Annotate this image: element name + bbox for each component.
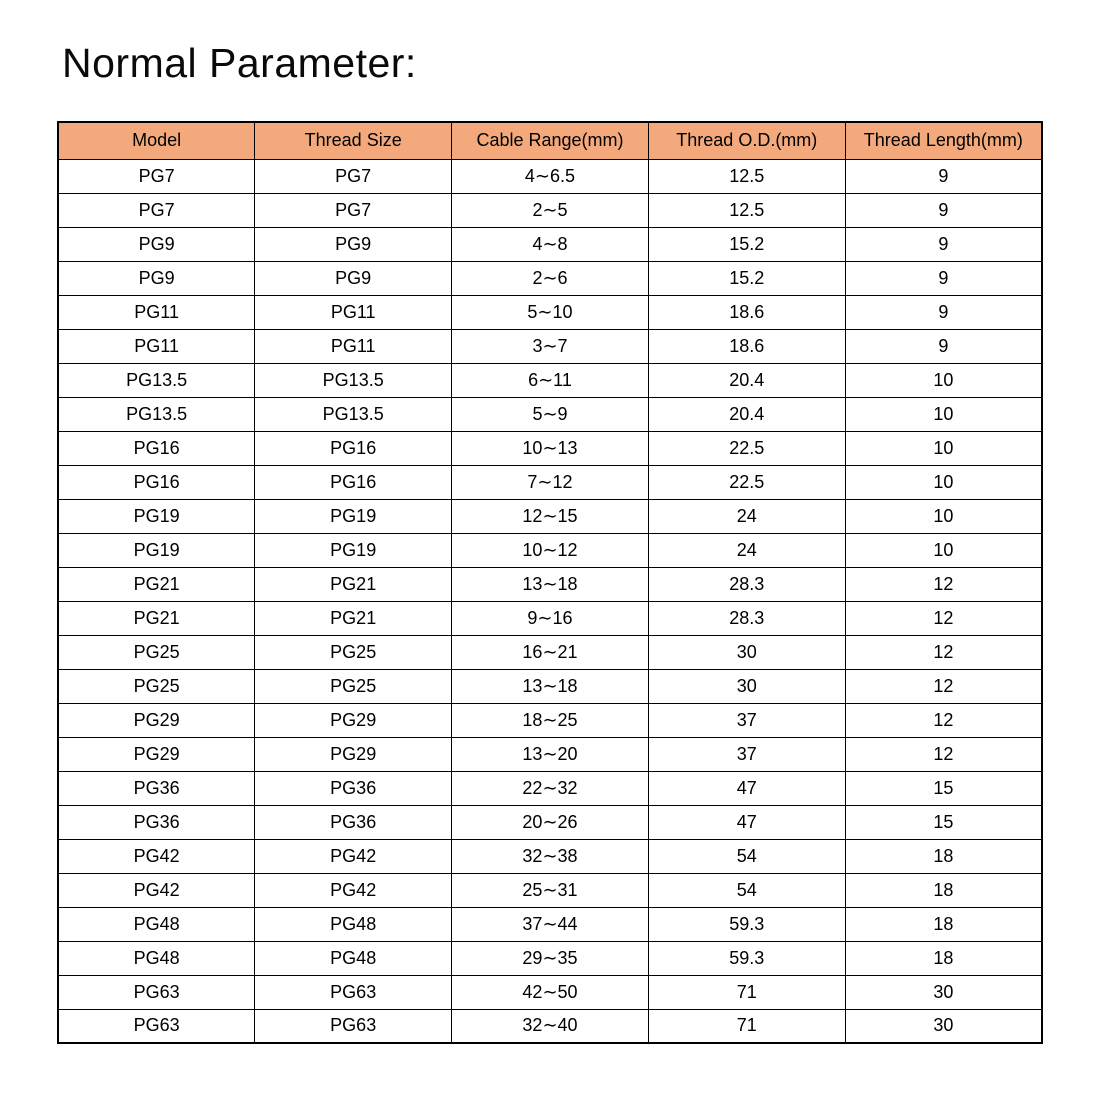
table-cell: 10 — [845, 397, 1042, 431]
table-cell: 59.3 — [648, 941, 845, 975]
column-header-thread-length: Thread Length(mm) — [845, 122, 1042, 159]
table-cell: 12.5 — [648, 193, 845, 227]
table-header-row — [58, 122, 1042, 159]
table-cell: PG9 — [58, 261, 255, 295]
table-row — [58, 363, 1042, 397]
parameter-table — [57, 121, 1043, 1044]
table-cell: PG13.5 — [58, 363, 255, 397]
table-cell: PG36 — [255, 771, 452, 805]
table-cell: PG25 — [255, 635, 452, 669]
table-row — [58, 907, 1042, 941]
table-cell: PG19 — [255, 499, 452, 533]
table-cell: 15 — [845, 771, 1042, 805]
table-row — [58, 397, 1042, 431]
table-cell: PG21 — [255, 601, 452, 635]
table-cell: PG63 — [58, 975, 255, 1009]
table-cell: 22.5 — [648, 465, 845, 499]
table-cell: 18.6 — [648, 329, 845, 363]
table-cell: PG36 — [58, 805, 255, 839]
table-cell: 4∼8 — [452, 227, 649, 261]
table-cell: PG11 — [255, 295, 452, 329]
table-cell: 7∼12 — [452, 465, 649, 499]
table-row — [58, 635, 1042, 669]
table-cell: PG29 — [58, 703, 255, 737]
table-cell: PG7 — [58, 159, 255, 193]
table-cell: 9∼16 — [452, 601, 649, 635]
table-cell: 37 — [648, 703, 845, 737]
table-cell: PG29 — [58, 737, 255, 771]
table-row — [58, 533, 1042, 567]
table-cell: PG48 — [255, 907, 452, 941]
table-row — [58, 295, 1042, 329]
table-cell: 15.2 — [648, 227, 845, 261]
table-row — [58, 805, 1042, 839]
table-cell: PG42 — [255, 839, 452, 873]
table-cell: 30 — [845, 975, 1042, 1009]
table-cell: 25∼31 — [452, 873, 649, 907]
table-row — [58, 431, 1042, 465]
table-cell: 9 — [845, 261, 1042, 295]
table-row — [58, 499, 1042, 533]
table-cell: PG16 — [255, 431, 452, 465]
table-row — [58, 227, 1042, 261]
table-cell: 71 — [648, 975, 845, 1009]
table-cell: 4∼6.5 — [452, 159, 649, 193]
table-cell: 10 — [845, 431, 1042, 465]
table-cell: PG29 — [255, 703, 452, 737]
table-cell: 47 — [648, 805, 845, 839]
table-cell: 9 — [845, 193, 1042, 227]
table-cell: PG19 — [58, 499, 255, 533]
table-head — [58, 122, 1042, 159]
column-header-thread-size: Thread Size — [255, 122, 452, 159]
table-row — [58, 873, 1042, 907]
table-cell: 12 — [845, 669, 1042, 703]
table-cell: 13∼20 — [452, 737, 649, 771]
table-cell: PG21 — [255, 567, 452, 601]
table-row — [58, 261, 1042, 295]
table-cell: 10∼13 — [452, 431, 649, 465]
table-cell: PG48 — [255, 941, 452, 975]
table-cell: 20.4 — [648, 363, 845, 397]
table-row — [58, 839, 1042, 873]
table-cell: 18∼25 — [452, 703, 649, 737]
table-cell: PG63 — [255, 975, 452, 1009]
table-row — [58, 669, 1042, 703]
table-cell: 28.3 — [648, 601, 845, 635]
table-cell: PG7 — [58, 193, 255, 227]
table-cell: 18 — [845, 941, 1042, 975]
table-cell: PG19 — [255, 533, 452, 567]
table-cell: 30 — [845, 1009, 1042, 1043]
table-cell: PG11 — [58, 295, 255, 329]
page-title: Normal Parameter: — [62, 40, 417, 86]
table-cell: 32∼38 — [452, 839, 649, 873]
table-cell: 2∼6 — [452, 261, 649, 295]
table-cell: 18 — [845, 907, 1042, 941]
table-row — [58, 771, 1042, 805]
column-header-model: Model — [58, 122, 255, 159]
table-cell: 29∼35 — [452, 941, 649, 975]
table-cell: PG48 — [58, 941, 255, 975]
table-row — [58, 465, 1042, 499]
table-cell: PG63 — [58, 1009, 255, 1043]
table-row — [58, 329, 1042, 363]
column-header-thread-od: Thread O.D.(mm) — [648, 122, 845, 159]
table-cell: 10 — [845, 465, 1042, 499]
table-row — [58, 703, 1042, 737]
table-row — [58, 601, 1042, 635]
table-cell: 15 — [845, 805, 1042, 839]
table-cell: 6∼11 — [452, 363, 649, 397]
table-row — [58, 567, 1042, 601]
table-cell: 5∼9 — [452, 397, 649, 431]
table-cell: 71 — [648, 1009, 845, 1043]
table-cell: PG36 — [58, 771, 255, 805]
table-cell: 10∼12 — [452, 533, 649, 567]
table-cell: 37∼44 — [452, 907, 649, 941]
table-cell: PG11 — [255, 329, 452, 363]
table-cell: 13∼18 — [452, 567, 649, 601]
table-cell: PG42 — [58, 873, 255, 907]
table-row — [58, 1009, 1042, 1043]
table-cell: 54 — [648, 839, 845, 873]
table-cell: 28.3 — [648, 567, 845, 601]
table-cell: 59.3 — [648, 907, 845, 941]
table-cell: PG25 — [58, 669, 255, 703]
table-cell: PG25 — [255, 669, 452, 703]
table-cell: 24 — [648, 533, 845, 567]
table-row — [58, 159, 1042, 193]
table-cell: 20.4 — [648, 397, 845, 431]
table-cell: 54 — [648, 873, 845, 907]
table-cell: 10 — [845, 499, 1042, 533]
table-cell: 5∼10 — [452, 295, 649, 329]
table-cell: 12.5 — [648, 159, 845, 193]
table-cell: 9 — [845, 329, 1042, 363]
table-cell: PG21 — [58, 567, 255, 601]
table-cell: PG16 — [255, 465, 452, 499]
table-cell: PG11 — [58, 329, 255, 363]
table-cell: 10 — [845, 533, 1042, 567]
table-cell: PG36 — [255, 805, 452, 839]
table-row — [58, 941, 1042, 975]
table-row — [58, 193, 1042, 227]
table-cell: 12 — [845, 567, 1042, 601]
table-cell: 18.6 — [648, 295, 845, 329]
table-cell: 12 — [845, 601, 1042, 635]
table-cell: PG48 — [58, 907, 255, 941]
table-cell: PG13.5 — [58, 397, 255, 431]
table-cell: 12 — [845, 703, 1042, 737]
table-cell: PG42 — [255, 873, 452, 907]
table-cell: 9 — [845, 295, 1042, 329]
table-cell: PG7 — [255, 159, 452, 193]
table-cell: 3∼7 — [452, 329, 649, 363]
table-cell: 15.2 — [648, 261, 845, 295]
table-cell: 13∼18 — [452, 669, 649, 703]
table-cell: PG13.5 — [255, 397, 452, 431]
table-cell: PG13.5 — [255, 363, 452, 397]
table-cell: 42∼50 — [452, 975, 649, 1009]
table-cell: PG16 — [58, 431, 255, 465]
table-cell: 22.5 — [648, 431, 845, 465]
table-cell: 9 — [845, 159, 1042, 193]
table-cell: 32∼40 — [452, 1009, 649, 1043]
column-header-cable-range: Cable Range(mm) — [452, 122, 649, 159]
table-cell: 37 — [648, 737, 845, 771]
table-cell: 18 — [845, 873, 1042, 907]
table-cell: 12∼15 — [452, 499, 649, 533]
table-cell: 12 — [845, 635, 1042, 669]
table-cell: PG7 — [255, 193, 452, 227]
table-cell: PG25 — [58, 635, 255, 669]
table-cell: PG9 — [255, 227, 452, 261]
table-body — [58, 159, 1042, 1043]
table-cell: PG63 — [255, 1009, 452, 1043]
table-row — [58, 737, 1042, 771]
table-cell: PG19 — [58, 533, 255, 567]
table-cell: PG42 — [58, 839, 255, 873]
table-cell: 47 — [648, 771, 845, 805]
table-cell: 24 — [648, 499, 845, 533]
table-cell: 16∼21 — [452, 635, 649, 669]
table-cell: 9 — [845, 227, 1042, 261]
table-cell: 22∼32 — [452, 771, 649, 805]
table-cell: 30 — [648, 669, 845, 703]
table-cell: 18 — [845, 839, 1042, 873]
table-cell: 20∼26 — [452, 805, 649, 839]
table-cell: PG9 — [255, 261, 452, 295]
table-cell: 30 — [648, 635, 845, 669]
table-row — [58, 975, 1042, 1009]
table-cell: PG29 — [255, 737, 452, 771]
table-cell: 10 — [845, 363, 1042, 397]
table-cell: PG16 — [58, 465, 255, 499]
table-cell: 2∼5 — [452, 193, 649, 227]
table-cell: PG21 — [58, 601, 255, 635]
table-cell: PG9 — [58, 227, 255, 261]
table-cell: 12 — [845, 737, 1042, 771]
